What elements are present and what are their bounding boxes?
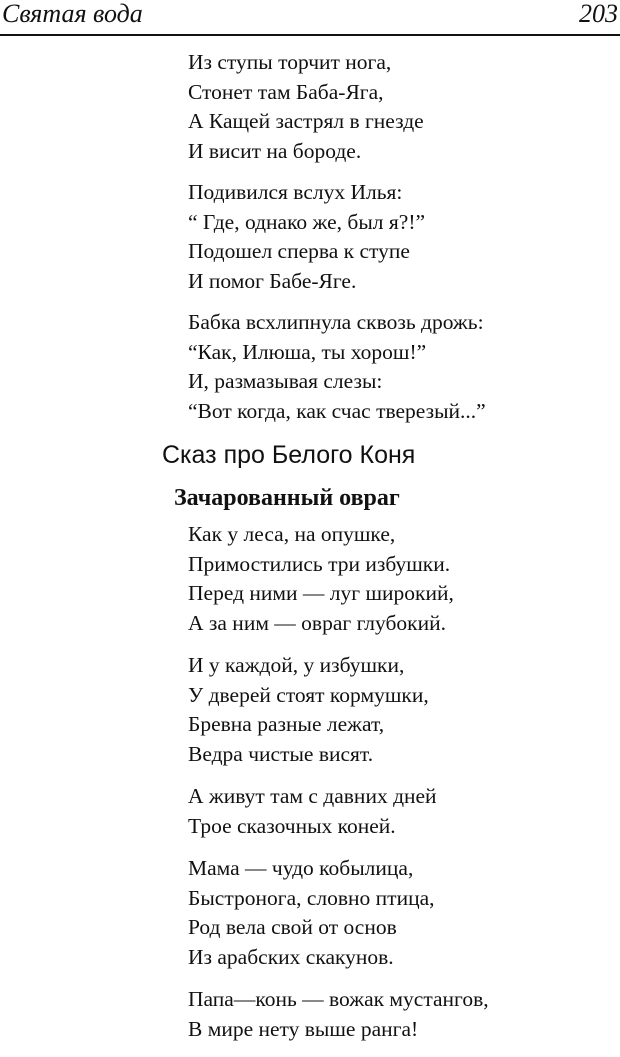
poem-line: Как у леса, на опушке,: [188, 522, 396, 546]
poem-line: Папа—конь — вожак мустангов,: [188, 987, 489, 1011]
poem-line: Род вела свой от основ: [188, 915, 397, 939]
poem-line: “ Где, однако же, был я?!”: [188, 209, 426, 234]
poem-line: А живут там с давних дней: [188, 784, 437, 808]
poem-line: У дверей стоят кормушки,: [188, 682, 429, 707]
poem-line: В мире нету выше ранга!: [188, 1016, 419, 1041]
poem-line: А Кащей застрял в гнезде: [188, 109, 424, 133]
poem-part-1: [0, 48, 620, 426]
poem-line: А за ним — овраг глубокий.: [188, 610, 447, 635]
poem-line: Перед ними — луг широкий,: [188, 581, 454, 605]
poem-line: И помог Бабе-Яге.: [188, 268, 357, 293]
poem-line: Из арабских скакунов.: [188, 944, 394, 969]
poem-line: Подивился вслух Илья:: [188, 180, 403, 204]
poem-line: И у каждой, у избушки,: [188, 653, 405, 677]
stanza: [188, 178, 620, 296]
page-body: [0, 48, 620, 1057]
stanza: [188, 651, 620, 769]
poem-line: Стонет там Баба-Яга,: [188, 79, 384, 104]
poem-part-2: [0, 520, 620, 1044]
section-subtitle: Зачарованный овраг: [174, 485, 400, 511]
poem-line: И висит на бороде.: [188, 138, 362, 163]
poem-line: Трое сказочных коней.: [188, 813, 396, 838]
poem-line: Из ступы торчит нога,: [188, 50, 392, 74]
poem-line: Подошел сперва к ступе: [188, 239, 410, 263]
poem-line: Бревна разные лежат,: [188, 712, 385, 736]
stanza: [188, 520, 620, 638]
poem-line: Ведра чистые висят.: [188, 741, 374, 766]
poem-line: Примостились три избушки.: [188, 551, 451, 576]
stanza: [188, 48, 620, 166]
stanza: [188, 782, 620, 841]
poem-line: Быстронога, словно птица,: [188, 885, 435, 910]
stanza: [188, 854, 620, 972]
page-number: 203: [579, 0, 618, 28]
poem-line: Бабка всхлипнула сквозь дрожь:: [188, 310, 484, 334]
poem-line: “Как, Илюша, ты хорош!”: [188, 339, 427, 364]
poem-line: Мама — чудо кобылица,: [188, 856, 414, 880]
poem-line: И, размазывая слезы:: [188, 369, 383, 393]
running-title: Святая вода: [2, 0, 143, 28]
running-header: [0, 0, 620, 36]
section-title: Сказ про Белого Коня: [162, 441, 416, 469]
poem-line: “Вот когда, как счас тверезый...”: [188, 398, 486, 423]
stanza: [188, 985, 620, 1044]
stanza: [188, 308, 620, 426]
